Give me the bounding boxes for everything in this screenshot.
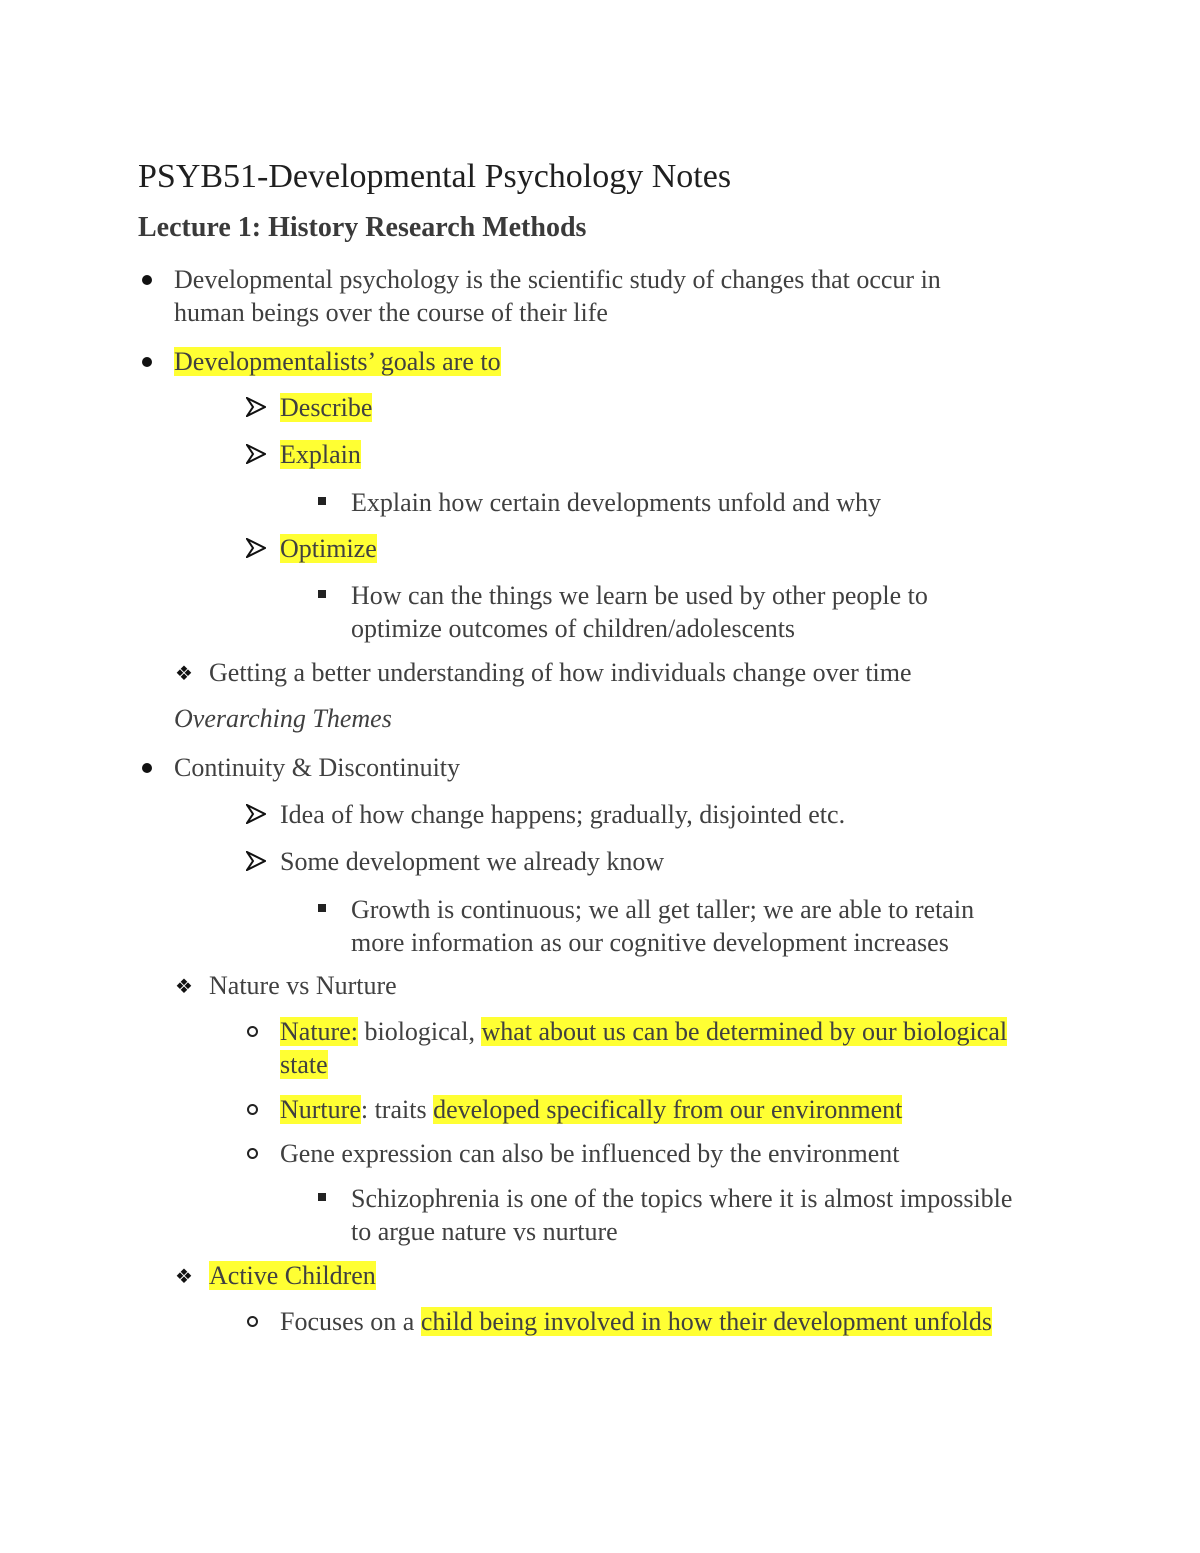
bullet-text: Developmental psychology is the scientific study of changes that occur in [174, 265, 941, 294]
circle-bullet-icon [247, 1104, 258, 1115]
nature-definition-cont: state [280, 1050, 328, 1079]
goal-describe: Describe [280, 393, 373, 422]
nature-definition: Nature: biological, what about us can be determined by our biological [280, 1017, 1008, 1046]
continuity-idea: Idea of how change happens; gradually, disjointed etc. [280, 800, 846, 829]
active-focus: Focuses on a child being involved in how their development unfolds [280, 1307, 993, 1336]
circle-bullet-icon [247, 1148, 258, 1159]
square-bullet-icon [318, 1193, 326, 1201]
arrowhead-bullet-icon [246, 804, 266, 824]
growth-detail: more information as our cognitive development increases [351, 928, 949, 957]
schizophrenia-detail: to argue nature vs nurture [351, 1217, 618, 1246]
growth-detail: Growth is continuous; we all get taller; we are able to retain [351, 895, 975, 924]
continuity-known: Some development we already know [280, 847, 665, 876]
arrowhead-bullet-icon [246, 851, 266, 871]
goal-optimize: Optimize [280, 534, 377, 563]
gene-expression: Gene expression can also be influenced by the environment [280, 1139, 900, 1168]
square-bullet-icon [318, 590, 326, 598]
goal-explain: Explain [280, 440, 361, 469]
square-bullet-icon [318, 497, 326, 505]
circle-bullet-icon [247, 1026, 258, 1037]
diamond-bullet-icon: ❖ [175, 1264, 193, 1288]
arrowhead-bullet-icon [246, 397, 266, 417]
theme-nature-nurture: Nature vs Nurture [209, 971, 397, 1000]
circle-bullet-icon [247, 1316, 258, 1327]
square-bullet-icon [318, 904, 326, 912]
theme-continuity: Continuity & Discontinuity [174, 753, 461, 782]
goals-intro: Developmentalists’ goals are to [174, 347, 501, 376]
bullet-dot [142, 275, 152, 285]
section-heading: Overarching Themes [174, 704, 392, 733]
schizophrenia-detail: Schizophrenia is one of the topics where it is almost impossible [351, 1184, 1013, 1213]
optimize-detail: How can the things we learn be used by other people to [351, 581, 928, 610]
bullet-text: human beings over the course of their life [174, 298, 608, 327]
bullet-dot [142, 357, 152, 367]
lecture-heading: Lecture 1: History Research Methods [138, 212, 587, 243]
optimize-detail: optimize outcomes of children/adolescents [351, 614, 796, 643]
bullet-dot [142, 763, 152, 773]
page-title: PSYB51-Developmental Psychology Notes [138, 158, 732, 195]
nurture-definition: Nurture: traits developed specifically from our environment [280, 1095, 903, 1124]
diamond-bullet-icon: ❖ [175, 974, 193, 998]
explain-detail: Explain how certain developments unfold and why [351, 488, 881, 517]
arrowhead-bullet-icon [246, 538, 266, 558]
arrowhead-bullet-icon [246, 444, 266, 464]
diamond-bullet-icon: ❖ [175, 661, 193, 685]
understanding-text: Getting a better understanding of how individuals change over time [209, 658, 912, 687]
theme-active-children: Active Children [209, 1261, 376, 1290]
